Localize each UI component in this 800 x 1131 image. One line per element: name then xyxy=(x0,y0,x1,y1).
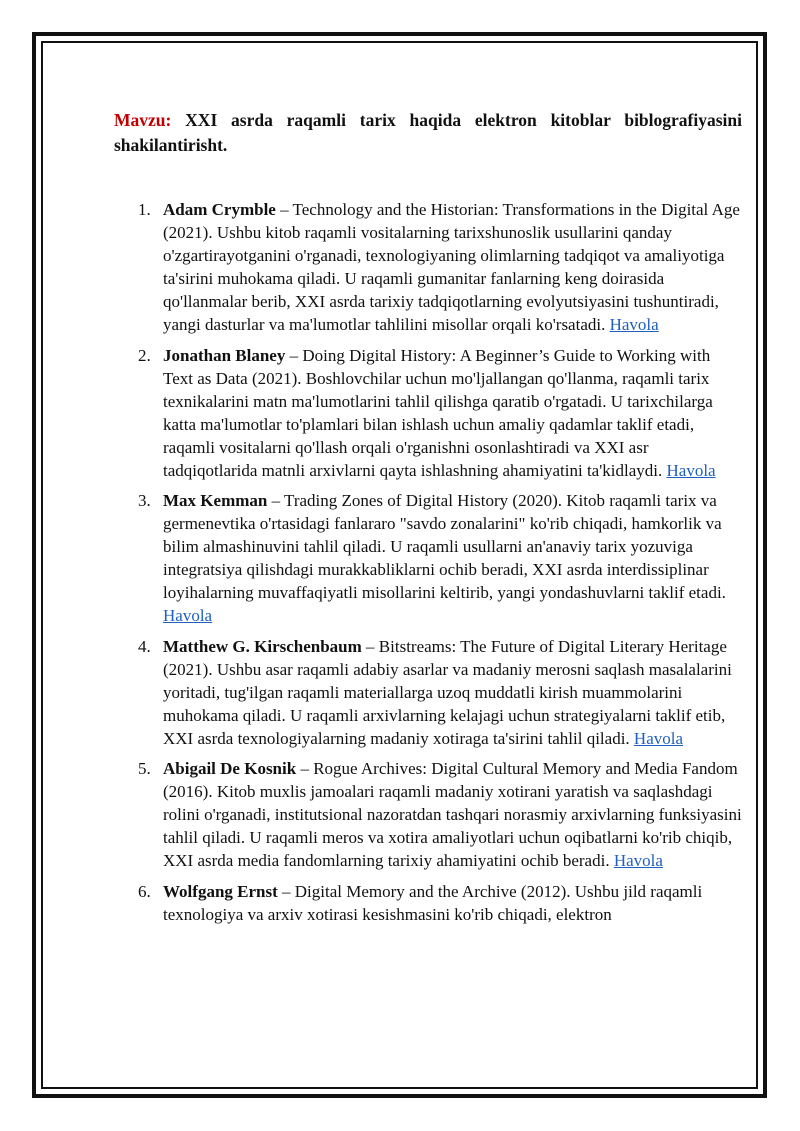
bibliography-entry xyxy=(114,880,744,926)
bibliography-entry xyxy=(114,757,744,872)
topic-heading xyxy=(114,108,742,158)
entry-description: – Technology and the Historian: Transformations in the Digital Age (2021). Ushbu kitob raqamli vositalarning tarixshunoslik usullarini qanday o'zgartirayotganini o'rganadi, texnologiyaning olimlarning tadqiqot va amaliyotiga ta'sirini muhokama qiladi. U raqamli gumanitar fanlarning keng doirasida qo'llanmalar berib, XXI asrda tarixiy tadqiqotlarning evolyutsiyasini tushuntiradi, yangi dasturlar va ma'lumotlar tahlilini misollar orqali ko'rsatadi. xyxy=(163,200,740,334)
havola-link[interactable]: Havola xyxy=(633,728,684,748)
havola-link[interactable]: Havola xyxy=(163,606,213,625)
bibliography-entry xyxy=(114,344,744,482)
havola-link[interactable]: Havola xyxy=(609,315,659,334)
topic-text: XXI asrda raqamli tarix haqida elektron kitoblar biblografiyasini shakilantirisht. xyxy=(114,110,743,155)
entry-description: – Doing Digital History: A Beginner’s Guide to Working with Text as Data (2021). Boshlovchilar uchun mo'ljallangan qo'llanma, raqamli tarix texnikalarini matn ma'lumotlarini tahlil qilishga qaratib o'rgatadi. U tarixchilarga katta ma'lumotlar to'plamlari bilan ishlash uchun amaliy qadamlar taklif etadi, raqamli vositalarni qo'llash orqali o'rganishni osonlashtiradi va XXI asr tadqiqotlarida matnli arxivlarni qayta ishlashning ahamiyatini ta'kidlaydi. xyxy=(163,345,713,480)
entry-description: – Bitstreams: The Future of Digital Literary Heritage (2021). Ushbu asar raqamli adabiy asarlar va madaniy merosni saqlash masalalarini yoritadi, tug'ilgan raqamli materiallarga uzoq muddatli kirish muammolarini muhokama qiladi. U raqamli arxivlarning kelajagi uchun strategiyalarni taklif etib, XXI asrda texnologiyalarning madaniy xotiraga ta'sirini tahlil qiladi. xyxy=(163,636,732,748)
entry-author: Abigail De Kosnik xyxy=(163,759,297,778)
havola-link[interactable]: Havola xyxy=(613,851,663,870)
entry-author: Max Kemman xyxy=(163,491,268,510)
entry-number: 6. xyxy=(138,881,151,901)
entry-description: – Rogue Archives: Digital Cultural Memory and Media Fandom (2016). Kitob muxlis jamoalari raqamli madaniy xotirani yaratish va saqlashdagi rolini o'rganadi, institutsional nazoratdan tashqari norasmiy arxivlarning funksiyasini tahlil qiladi. U raqamli meros va xotira amaliyotlari uchun oqibatlarni ko'rib chiqib, XXI asrda media fandomlarning tarixiy ahamiyatini ochib beradi. xyxy=(163,759,742,870)
bibliography-entry xyxy=(114,198,744,336)
entry-author: Jonathan Blaney xyxy=(163,345,286,365)
entry-author: Adam Crymble xyxy=(163,200,276,219)
entry-number: 2. xyxy=(138,345,151,365)
entry-author: Wolfgang Ernst xyxy=(163,881,278,901)
bibliography-entry xyxy=(114,489,744,627)
entry-number: 1. xyxy=(138,200,151,219)
entry-number: 5. xyxy=(138,759,151,778)
havola-link[interactable]: Havola xyxy=(666,460,716,480)
entry-description: – Trading Zones of Digital History (2020). Kitob raqamli tarix va germenevtika o'rtasidagi fanlararo "savdo zonalarini" ko'rib chiqadi, hamkorlik va bilim almashinuvini tahlil qiladi. U raqamli usullarni an'anaviy tarix yozuviga integratsiya qilishdagi murakkabliklarni ochib beradi, XXI asrda interdissiplinar loyihalarning muvaffaqiyatli misollarini keltirib, yangi yondashuvlarni taklif etadi. xyxy=(163,491,726,602)
entry-number: 3. xyxy=(138,491,151,510)
entry-description: – Digital Memory and the Archive (2012). Ushbu jild raqamli texnologiya va arxiv xotirasi kesishmasini ko'rib chiqadi, elektron xyxy=(163,881,703,924)
entry-author: Matthew G. Kirschenbaum xyxy=(163,636,362,656)
topic-label: Mavzu: xyxy=(114,110,172,130)
bibliography-entry xyxy=(114,635,744,750)
bibliography-list xyxy=(114,198,744,933)
entry-number: 4. xyxy=(138,636,151,656)
